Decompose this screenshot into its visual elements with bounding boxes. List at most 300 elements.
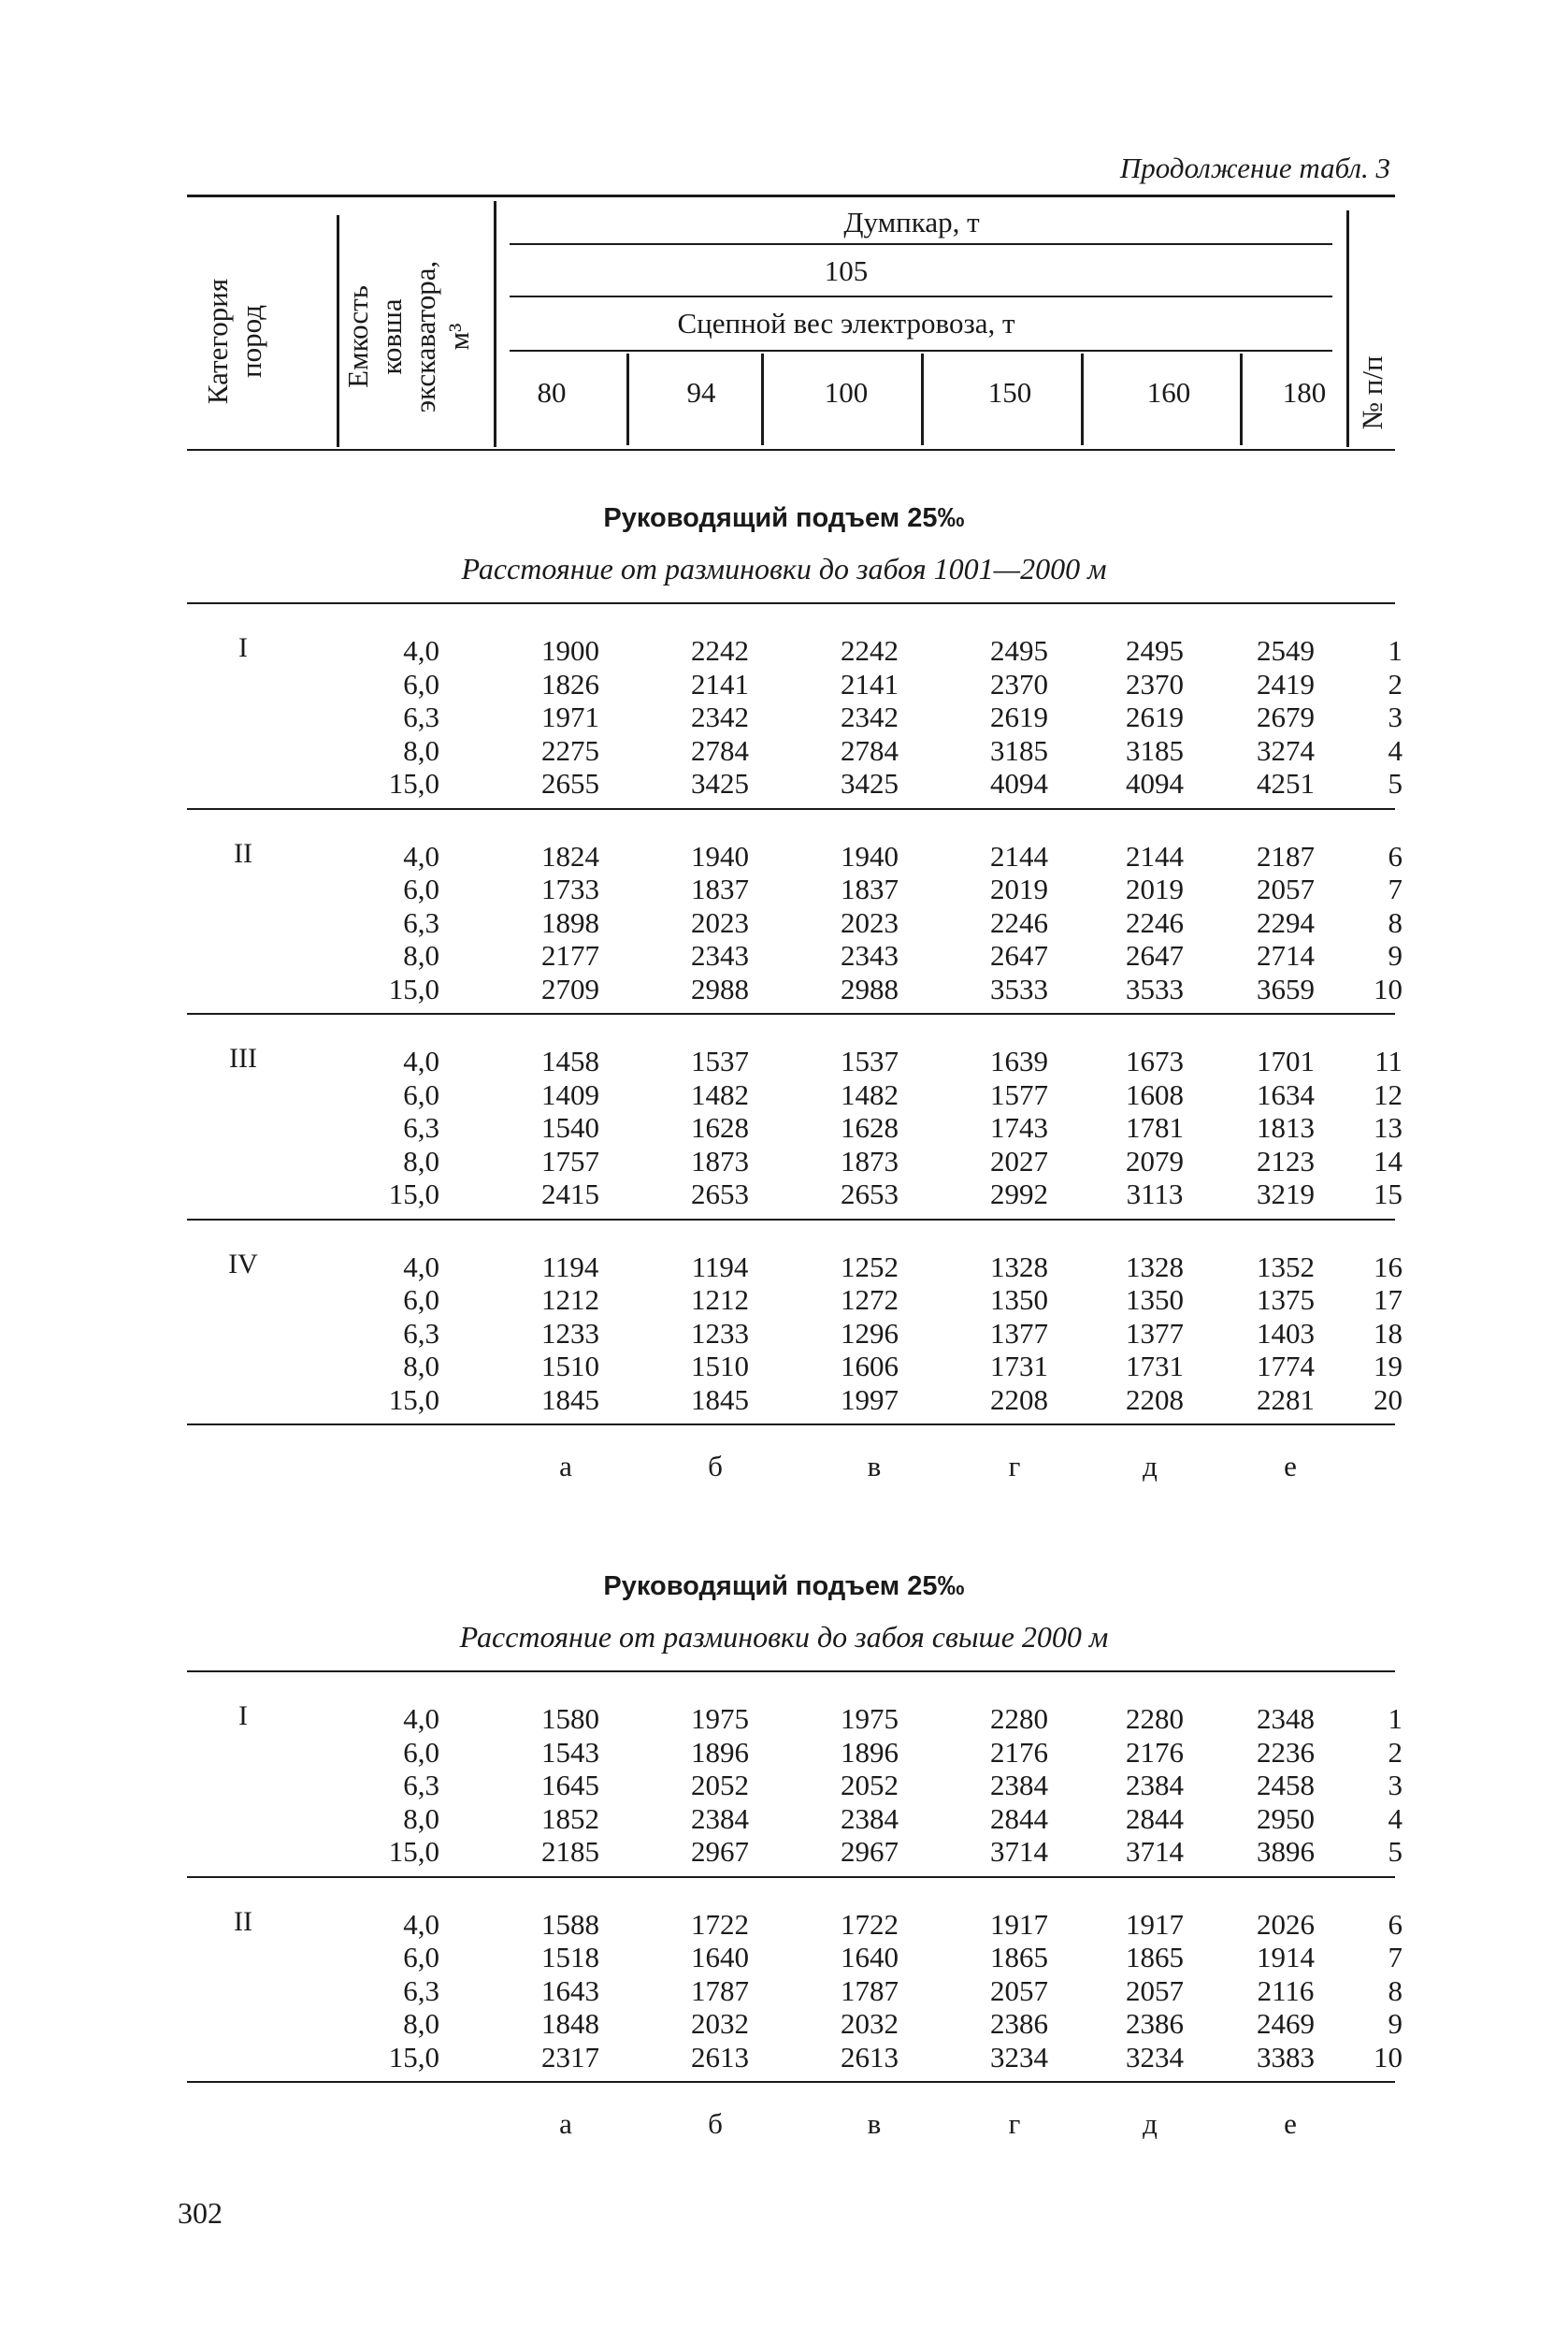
capacity-cell: 6,3 — [403, 1111, 439, 1144]
value-cell: 1722 — [841, 1907, 899, 1941]
table-row — [0, 1145, 1568, 1178]
row-number: 9 — [1388, 2007, 1403, 2040]
group-rule — [187, 2081, 1395, 2083]
category-label: IV — [228, 1248, 258, 1279]
row-number: 10 — [1374, 972, 1403, 1005]
category-label: I — [238, 632, 248, 663]
row-number: 13 — [1374, 1111, 1403, 1144]
column-letter: б — [708, 1450, 723, 1482]
value-cell: 1350 — [1126, 1283, 1184, 1316]
row-number: 4 — [1388, 1801, 1403, 1835]
value-cell: 2032 — [691, 2007, 749, 2040]
row-number: 12 — [1374, 1077, 1403, 1111]
value-cell: 1701 — [1257, 1045, 1315, 1077]
value-cell: 1781 — [1126, 1111, 1184, 1144]
number-header: № п/п — [1356, 355, 1388, 430]
value-cell: 1643 — [541, 1973, 599, 2007]
value-cell: 1873 — [691, 1144, 749, 1178]
value-cell: 2619 — [1126, 701, 1184, 733]
value-cell: 1813 — [1257, 1111, 1315, 1144]
value-cell: 2343 — [691, 939, 749, 972]
value-cell: 3185 — [990, 733, 1048, 767]
value-cell: 1837 — [691, 873, 749, 905]
value-cell: 3659 — [1257, 972, 1315, 1005]
value-cell: 2784 — [691, 733, 749, 767]
capacity-cell: 6,3 — [403, 1316, 439, 1350]
table-row — [0, 2007, 1568, 2041]
category-label: II — [234, 1905, 252, 1937]
row-number: 10 — [1374, 2040, 1403, 2074]
value-cell: 2384 — [990, 1769, 1048, 1801]
value-cell: 2281 — [1257, 1382, 1315, 1416]
capacity-cell: 4,0 — [403, 634, 439, 667]
value-cell: 2419 — [1257, 667, 1315, 701]
table-row — [0, 906, 1568, 940]
table-row — [0, 1835, 1568, 1869]
value-cell: 1634 — [1257, 1077, 1315, 1111]
value-cell: 2784 — [841, 733, 899, 767]
loco-weight-header: Сцепной вес электровоза, т — [677, 307, 1015, 340]
row-number: 6 — [1388, 1907, 1403, 1941]
value-cell: 1377 — [990, 1316, 1048, 1350]
table-row — [0, 1941, 1568, 1974]
value-cell: 1940 — [841, 839, 899, 873]
value-cell: 1826 — [541, 667, 599, 701]
value-cell: 1873 — [841, 1144, 899, 1178]
value-cell: 3234 — [1126, 2040, 1184, 2074]
column-letters — [0, 1450, 1568, 1487]
value-cell: 2384 — [841, 1801, 899, 1835]
row-number: 5 — [1388, 1835, 1403, 1868]
row-number: 15 — [1374, 1178, 1403, 1210]
column-letter: в — [867, 2107, 882, 2140]
value-cell: 2176 — [990, 1735, 1048, 1769]
table-row — [0, 1111, 1568, 1145]
value-cell: 3234 — [990, 2040, 1048, 2074]
capacity-cell: 15,0 — [388, 1382, 439, 1416]
capacity-cell: 15,0 — [388, 1835, 439, 1868]
table-row — [0, 1178, 1568, 1211]
value-cell: 1731 — [990, 1350, 1048, 1382]
value-cell: 1606 — [841, 1350, 899, 1382]
value-cell: 2613 — [691, 2040, 749, 2074]
value-cell: 1640 — [841, 1941, 899, 1973]
row-number: 1 — [1388, 1702, 1403, 1735]
continuation-label: Продолжение табл. 3 — [1119, 152, 1390, 184]
page-number: 302 — [178, 2196, 223, 2230]
row-number: 6 — [1388, 839, 1403, 873]
column-letter: е — [1284, 2107, 1297, 2140]
value-cell: 2294 — [1257, 905, 1315, 939]
row-number: 5 — [1388, 767, 1403, 800]
value-cell: 2023 — [691, 905, 749, 939]
value-cell: 2246 — [1126, 905, 1184, 939]
value-cell: 2116 — [1257, 1973, 1315, 2007]
header-top-rule — [187, 195, 1395, 197]
value-cell: 2057 — [990, 1973, 1048, 2007]
value-cell: 2141 — [841, 667, 899, 701]
value-cell: 2057 — [1257, 873, 1315, 905]
value-cell: 1328 — [990, 1250, 1048, 1283]
group-rule — [187, 1423, 1395, 1425]
value-cell: 1194 — [541, 1250, 599, 1283]
value-cell: 2647 — [990, 939, 1048, 972]
column-letter: в — [867, 1450, 882, 1482]
row-number: 3 — [1388, 1769, 1403, 1801]
capacity-cell: 15,0 — [388, 2040, 439, 2074]
capacity-cell: 8,0 — [403, 939, 439, 972]
value-cell: 2187 — [1257, 839, 1315, 873]
capacity-cell: 15,0 — [388, 767, 439, 800]
group-rule — [187, 1219, 1395, 1221]
row-number: 17 — [1374, 1283, 1403, 1316]
column-letter: б — [708, 2107, 723, 2140]
value-cell: 2613 — [841, 2040, 899, 2074]
group-rule — [187, 1876, 1395, 1878]
value-cell: 3425 — [691, 767, 749, 800]
table-row — [0, 1350, 1568, 1383]
weight-divider — [626, 354, 629, 445]
row-number: 20 — [1374, 1382, 1403, 1416]
value-cell: 1482 — [691, 1077, 749, 1111]
value-cell: 1518 — [541, 1941, 599, 1973]
group-rule — [187, 808, 1395, 810]
value-cell: 1352 — [1257, 1250, 1315, 1283]
weight-cell: 100 — [824, 376, 869, 409]
column-letter: д — [1143, 1450, 1158, 1482]
value-cell: 1940 — [691, 839, 749, 873]
value-cell: 1997 — [841, 1382, 899, 1416]
table-row — [0, 837, 1568, 874]
value-cell: 1900 — [541, 634, 599, 667]
table-row — [0, 1317, 1568, 1351]
capacity-cell: 4,0 — [403, 1045, 439, 1077]
value-cell: 2967 — [691, 1835, 749, 1868]
value-cell: 1482 — [841, 1077, 899, 1111]
value-cell: 2141 — [691, 667, 749, 701]
value-cell: 1194 — [691, 1250, 749, 1283]
row-number: 2 — [1388, 1735, 1403, 1769]
value-cell: 2988 — [691, 972, 749, 1005]
value-cell: 2495 — [1126, 634, 1184, 667]
value-cell: 1272 — [841, 1283, 899, 1316]
value-cell: 2386 — [1126, 2007, 1184, 2040]
value-cell: 2019 — [990, 873, 1048, 905]
value-cell: 1848 — [541, 2007, 599, 2040]
value-cell: 1628 — [691, 1111, 749, 1144]
value-cell: 1628 — [841, 1111, 899, 1144]
value-cell: 1212 — [691, 1283, 749, 1316]
row-number: 9 — [1388, 939, 1403, 972]
value-cell: 1577 — [990, 1077, 1048, 1111]
value-cell: 1403 — [1257, 1316, 1315, 1350]
capacity-cell: 6,0 — [403, 1283, 439, 1316]
capacity-cell: 8,0 — [403, 2007, 439, 2040]
table-row — [0, 1736, 1568, 1770]
value-cell: 1233 — [541, 1316, 599, 1350]
value-cell: 4094 — [990, 767, 1048, 800]
section-title: Руководящий подъем 25‰ — [603, 1571, 965, 1601]
row-number: 7 — [1388, 873, 1403, 905]
value-cell: 2384 — [691, 1801, 749, 1835]
value-cell: 2458 — [1257, 1769, 1315, 1801]
value-cell: 1845 — [541, 1382, 599, 1416]
value-cell: 2280 — [1126, 1702, 1184, 1735]
category-label: II — [234, 837, 252, 869]
row-number: 8 — [1388, 905, 1403, 939]
value-cell: 1865 — [990, 1941, 1048, 1973]
value-cell: 2317 — [541, 2040, 599, 2074]
value-cell: 2242 — [691, 634, 749, 667]
value-cell: 2415 — [541, 1178, 599, 1210]
table-row — [0, 873, 1568, 906]
value-cell: 1233 — [691, 1316, 749, 1350]
value-cell: 2549 — [1257, 634, 1315, 667]
value-cell: 1722 — [691, 1907, 749, 1941]
header-bottom-rule — [187, 449, 1395, 451]
table-row — [0, 767, 1568, 801]
table-row — [0, 1974, 1568, 2008]
value-cell: 3383 — [1257, 2040, 1315, 2074]
value-cell: 1537 — [841, 1045, 899, 1077]
value-cell: 2144 — [990, 839, 1048, 873]
table-row — [0, 1250, 1568, 1284]
section-subtitle: Расстояние от разминовки до забоя свыше 2000 м — [459, 1620, 1109, 1654]
value-cell: 4251 — [1257, 767, 1315, 800]
value-cell: 1914 — [1257, 1941, 1315, 1973]
column-letter: д — [1143, 2107, 1158, 2140]
value-cell: 2386 — [990, 2007, 1048, 2040]
value-cell: 1540 — [541, 1111, 599, 1144]
category-label: III — [229, 1043, 257, 1074]
capacity-cell: 6,0 — [403, 1941, 439, 1973]
header-divider — [337, 215, 339, 447]
column-letter: г — [1008, 2107, 1021, 2140]
dumpcar-value: 105 — [824, 254, 869, 287]
value-cell: 2177 — [541, 939, 599, 972]
row-number: 8 — [1388, 1973, 1403, 2007]
value-cell: 2176 — [1126, 1735, 1184, 1769]
value-cell: 1757 — [541, 1144, 599, 1178]
value-cell: 3274 — [1257, 733, 1315, 767]
section-subtitle: Расстояние от разминовки до забоя 1001—2000 м — [461, 552, 1107, 585]
value-cell: 2495 — [990, 634, 1048, 667]
value-cell: 2057 — [1126, 1973, 1184, 2007]
value-cell: 2027 — [990, 1144, 1048, 1178]
column-letter: а — [559, 2107, 572, 2140]
row-number: 7 — [1388, 1941, 1403, 1973]
value-cell: 3714 — [990, 1835, 1048, 1868]
row-number: 11 — [1374, 1045, 1403, 1077]
value-cell: 2185 — [541, 1835, 599, 1868]
value-cell: 2619 — [990, 701, 1048, 733]
value-cell: 1375 — [1257, 1283, 1315, 1316]
value-cell: 1588 — [541, 1907, 599, 1941]
capacity-cell: 6,0 — [403, 873, 439, 905]
column-letter: е — [1284, 1450, 1297, 1482]
capacity-cell: 15,0 — [388, 972, 439, 1005]
weight-cell: 94 — [686, 376, 716, 409]
table-row — [0, 1045, 1568, 1078]
weight-cell: 180 — [1282, 376, 1327, 409]
row-number: 1 — [1388, 634, 1403, 667]
section-rule — [187, 1670, 1395, 1672]
value-cell: 1865 — [1126, 1941, 1184, 1973]
value-cell: 1743 — [990, 1111, 1048, 1144]
value-cell: 2384 — [1126, 1769, 1184, 1801]
weight-cell: 160 — [1146, 376, 1191, 409]
value-cell: 2026 — [1257, 1907, 1315, 1941]
capacity-cell: 4,0 — [403, 1702, 439, 1735]
capacity-cell: 6,0 — [403, 1735, 439, 1769]
value-cell: 2950 — [1257, 1801, 1315, 1835]
category-header: Категория пород — [201, 278, 267, 405]
value-cell: 2342 — [691, 701, 749, 733]
table-row — [0, 1078, 1568, 1112]
weight-cell: 150 — [987, 376, 1032, 409]
header-line — [510, 296, 1332, 297]
value-cell: 2275 — [541, 733, 599, 767]
table-row — [0, 1769, 1568, 1802]
value-cell: 2052 — [841, 1769, 899, 1801]
capacity-cell: 15,0 — [388, 1178, 439, 1210]
value-cell: 2019 — [1126, 873, 1184, 905]
dumpcar-header: Думпкар, т — [843, 206, 980, 238]
capacity-cell: 4,0 — [403, 1250, 439, 1283]
capacity-cell: 4,0 — [403, 839, 439, 873]
table-row — [0, 939, 1568, 973]
header-divider — [1346, 210, 1349, 447]
value-cell: 3425 — [841, 767, 899, 800]
value-cell: 1975 — [841, 1702, 899, 1735]
table-row — [0, 701, 1568, 734]
table-row — [0, 1383, 1568, 1417]
value-cell: 1837 — [841, 873, 899, 905]
value-cell: 1917 — [1126, 1907, 1184, 1941]
capacity-cell: 6,0 — [403, 667, 439, 701]
weight-divider — [1240, 354, 1243, 445]
capacity-header: Емкость ковша экскаватора, м³ — [341, 260, 475, 413]
value-cell: 2714 — [1257, 939, 1315, 972]
header-line — [510, 243, 1332, 245]
capacity-cell: 6,3 — [403, 701, 439, 733]
value-cell: 1733 — [541, 873, 599, 905]
value-cell: 1510 — [541, 1350, 599, 1382]
value-cell: 2992 — [990, 1178, 1048, 1210]
value-cell: 1824 — [541, 839, 599, 873]
value-cell: 1896 — [691, 1735, 749, 1769]
capacity-cell: 6,3 — [403, 1769, 439, 1801]
row-number: 18 — [1374, 1316, 1403, 1350]
value-cell: 1787 — [841, 1973, 899, 2007]
value-cell: 1296 — [841, 1316, 899, 1350]
value-cell: 2343 — [841, 939, 899, 972]
value-cell: 1510 — [691, 1350, 749, 1382]
header-line — [510, 350, 1332, 352]
column-letters — [0, 2107, 1568, 2145]
value-cell: 1774 — [1257, 1350, 1315, 1382]
value-cell: 1845 — [691, 1382, 749, 1416]
value-cell: 2032 — [841, 2007, 899, 2040]
capacity-cell: 6,3 — [403, 905, 439, 939]
capacity-cell: 4,0 — [403, 1907, 439, 1941]
section-title: Руководящий подъем 25‰ — [603, 503, 965, 533]
row-number: 3 — [1388, 701, 1403, 733]
category-label: I — [238, 1700, 248, 1731]
value-cell: 2208 — [1126, 1382, 1184, 1416]
row-number: 16 — [1374, 1250, 1403, 1283]
weight-divider — [761, 354, 764, 445]
capacity-cell: 8,0 — [403, 733, 439, 767]
column-letter: г — [1008, 1450, 1021, 1482]
value-cell: 2655 — [541, 767, 599, 800]
value-cell: 3185 — [1126, 733, 1184, 767]
row-number: 2 — [1388, 667, 1403, 701]
value-cell: 1252 — [841, 1250, 899, 1283]
value-cell: 1640 — [691, 1941, 749, 1973]
value-cell: 2967 — [841, 1835, 899, 1868]
value-cell: 3113 — [1126, 1178, 1184, 1210]
value-cell: 1917 — [990, 1907, 1048, 1941]
value-cell: 2144 — [1126, 839, 1184, 873]
value-cell: 2280 — [990, 1702, 1048, 1735]
value-cell: 1673 — [1126, 1045, 1184, 1077]
value-cell: 3714 — [1126, 1835, 1184, 1868]
value-cell: 2052 — [691, 1769, 749, 1801]
value-cell: 1458 — [541, 1045, 599, 1077]
capacity-cell: 8,0 — [403, 1350, 439, 1382]
capacity-cell: 6,3 — [403, 1973, 439, 2007]
value-cell: 3533 — [1126, 972, 1184, 1005]
capacity-cell: 8,0 — [403, 1144, 439, 1178]
value-cell: 2123 — [1257, 1144, 1315, 1178]
value-cell: 2844 — [1126, 1801, 1184, 1835]
value-cell: 2988 — [841, 972, 899, 1005]
value-cell: 3219 — [1257, 1178, 1315, 1210]
table-row — [0, 1702, 1568, 1736]
value-cell: 2208 — [990, 1382, 1048, 1416]
row-number: 14 — [1374, 1144, 1403, 1178]
column-letter: а — [559, 1450, 572, 1482]
table-row — [0, 1283, 1568, 1317]
value-cell: 3896 — [1257, 1835, 1315, 1868]
group-rule — [187, 1013, 1395, 1015]
value-cell: 1543 — [541, 1735, 599, 1769]
capacity-cell: 8,0 — [403, 1801, 439, 1835]
value-cell: 2342 — [841, 701, 899, 733]
value-cell: 2236 — [1257, 1735, 1315, 1769]
value-cell: 1580 — [541, 1702, 599, 1735]
value-cell: 2653 — [691, 1178, 749, 1210]
value-cell: 1212 — [541, 1283, 599, 1316]
value-cell: 2079 — [1126, 1144, 1184, 1178]
value-cell: 1731 — [1126, 1350, 1184, 1382]
value-cell: 1896 — [841, 1735, 899, 1769]
value-cell: 1328 — [1126, 1250, 1184, 1283]
value-cell: 1409 — [541, 1077, 599, 1111]
value-cell: 1971 — [541, 701, 599, 733]
table-row — [0, 973, 1568, 1006]
value-cell: 1898 — [541, 905, 599, 939]
value-cell: 2469 — [1257, 2007, 1315, 2040]
table-row — [0, 2041, 1568, 2074]
table-row — [0, 1802, 1568, 1836]
value-cell: 2023 — [841, 905, 899, 939]
value-cell: 1537 — [691, 1045, 749, 1077]
value-cell: 2679 — [1257, 701, 1315, 733]
capacity-cell: 6,0 — [403, 1077, 439, 1111]
value-cell: 2242 — [841, 634, 899, 667]
